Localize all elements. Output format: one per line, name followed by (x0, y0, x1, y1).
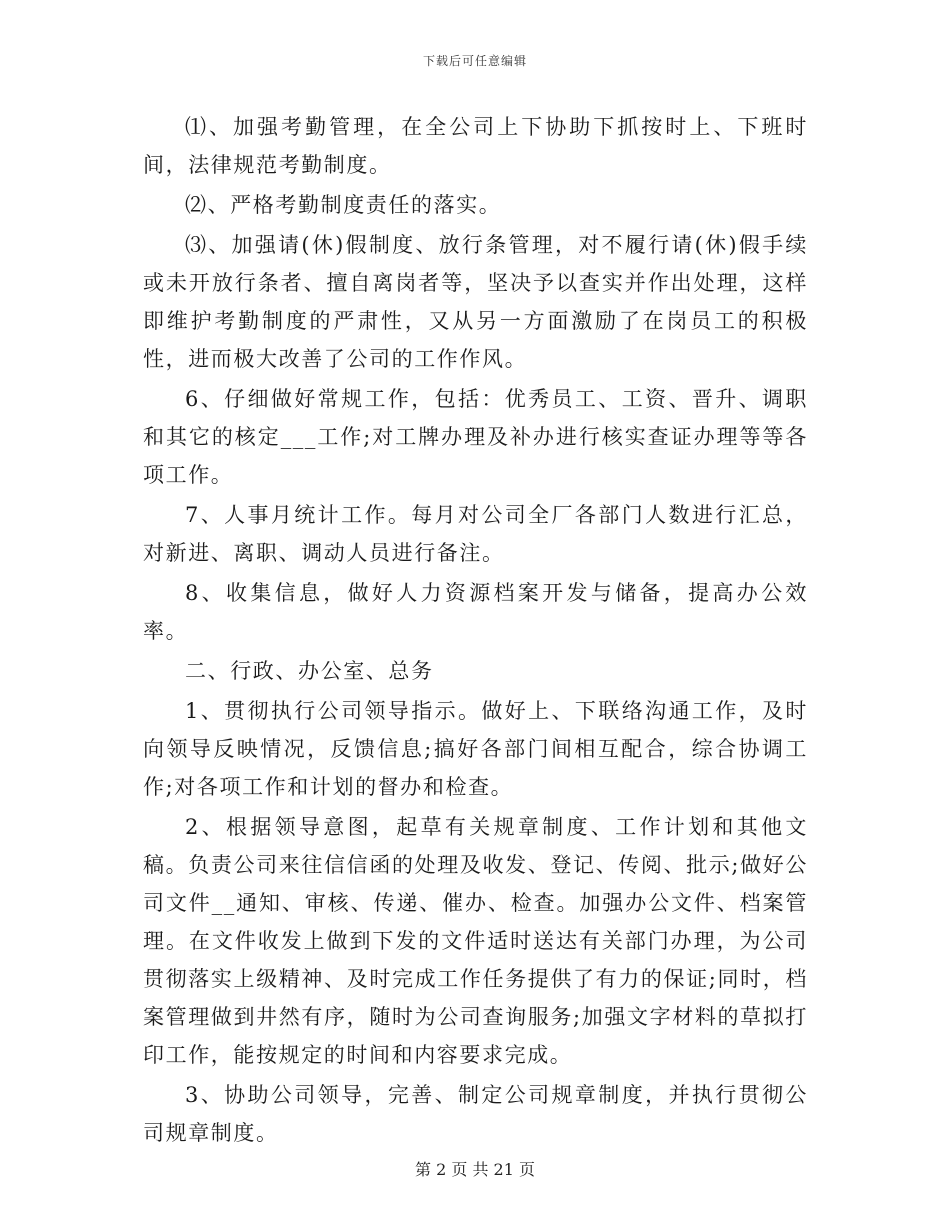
paragraph-leadership-instructions: 1、贯彻执行公司领导指示。做好上、下联络沟通工作，及时向领导反映情况，反馈信息;搞好各部门间相互配合，综合协调工作;对各项工作和计划的督办和检查。 (143, 699, 808, 799)
paragraph-company-regulations: 3、协助公司领导，完善、制定公司规章制度，并执行贯彻公司规章制度。 (143, 1083, 808, 1145)
page-number-footer: 第 2 页 共 21 页 (415, 1160, 535, 1179)
paragraph-information-collection: 8、收集信息，做好人力资源档案开发与储备，提高办公效率。 (143, 581, 808, 643)
paragraph-routine-work: 6、仔细做好常规工作，包括：优秀员工、工资、晋升、调职和其它的核定___工作;对工牌办理及补办进行核实查证办理等等各项工作。 (143, 387, 808, 487)
paragraph-attendance-responsibility: ⑵、严格考勤制度责任的落实。 (185, 193, 502, 217)
section-heading-administration: 二、行政、办公室、总务 (185, 659, 434, 683)
paragraph-monthly-statistics: 7、人事月统计工作。每月对公司全厂各部门人数进行汇总，对新进、离职、调动人员进行备注。 (143, 503, 808, 565)
header-note: 下载后可任意编辑 (422, 54, 527, 68)
paragraph-attendance-management: ⑴、加强考勤管理，在全公司上下协助下抓按时上、下班时间，法律规范考勤制度。 (143, 115, 808, 177)
paragraph-drafting-documents: 2、根据领导意图，起草有关规章制度、工作计划和其他文稿。负责公司来往信信函的处理及收发、登记、传阅、批示;做好公司文件__通知、审核、传递、催办、检查。加强办公文件、档案管理。在文件收发上做到下发的文件适时送达有关部门办理，为公司贯彻落实上级精神、及时完成工作任务提供了有力的保证;同时，档案管理做到井然有序，随时为公司查询服务;加强文字材料的草拟打印工作，能按规定的时间和内容要求完成。 (143, 815, 808, 1067)
document-body (143, 108, 808, 1154)
paragraph-leave-management: ⑶、加强请(休)假制度、放行条管理，对不履行请(休)假手续或未开放行条者、擅自离岗者等，坚决予以查实并作出处理，这样即维护考勤制度的严肃性，又从另一方面激励了在岗员工的积极性，进而极大改善了公司的工作作风。 (143, 233, 808, 371)
